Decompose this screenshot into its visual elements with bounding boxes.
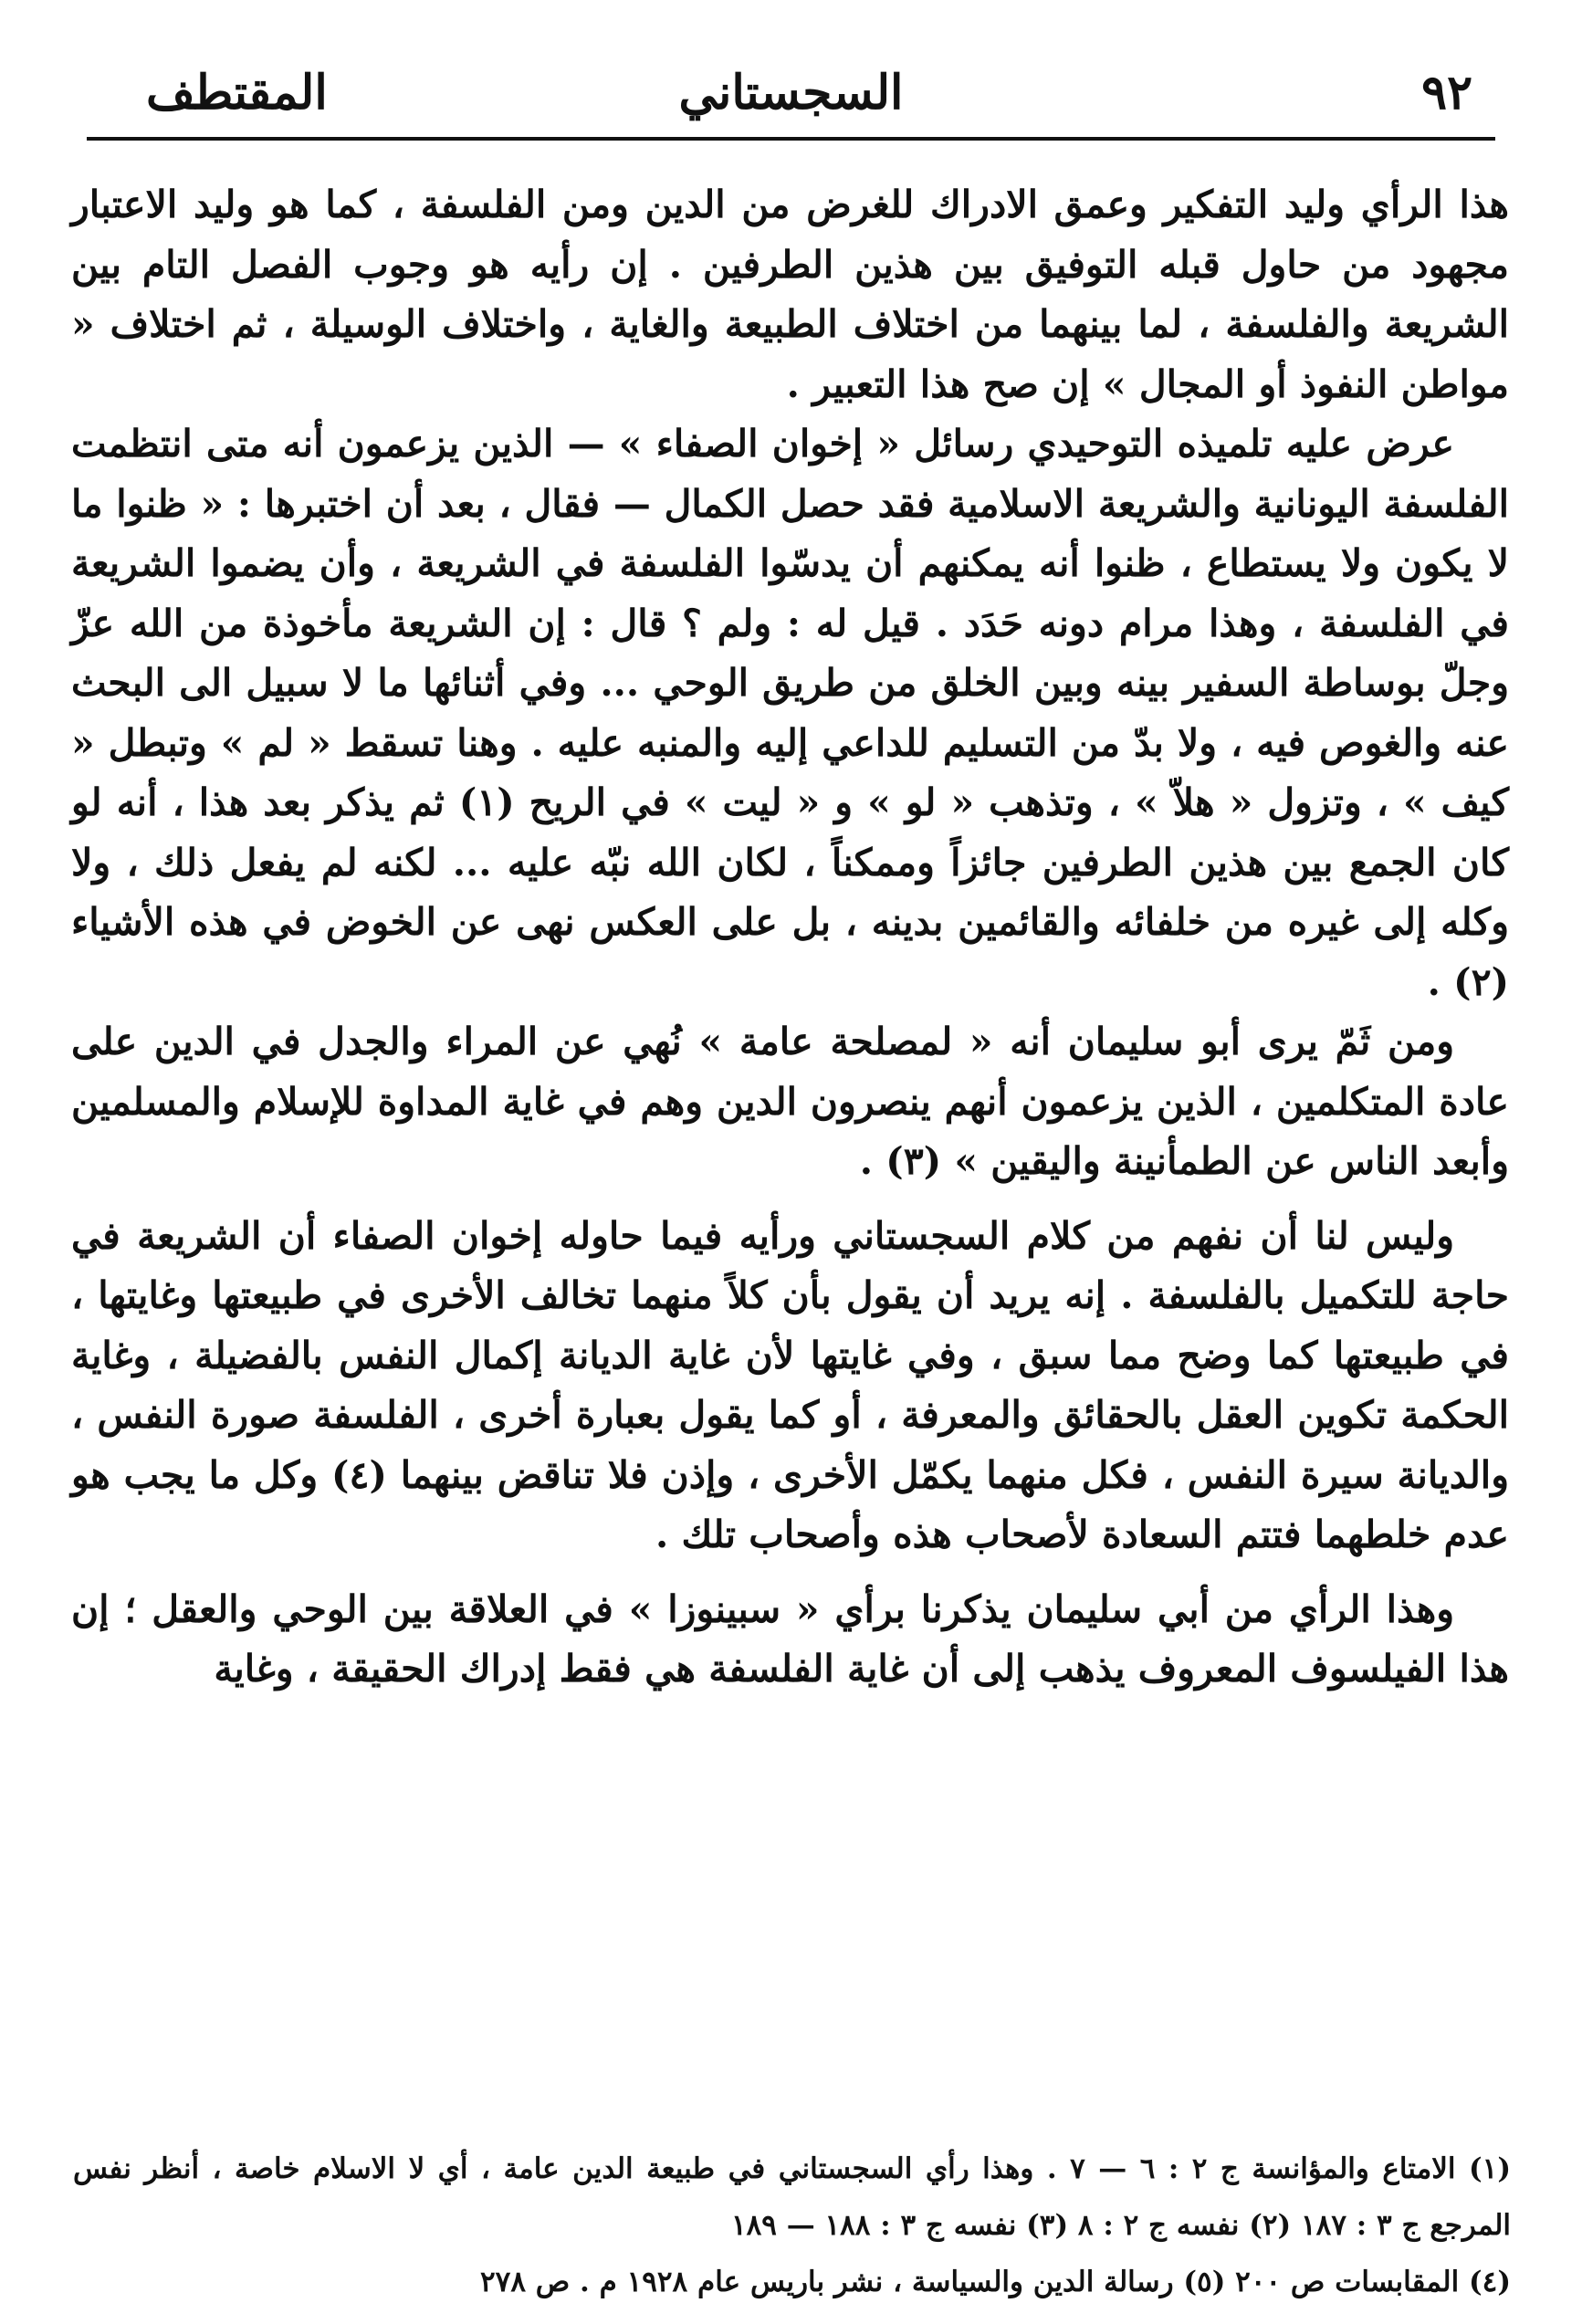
- paragraph: هذا الرأي وليد التفكير وعمق الادراك للغرض من الدين ومن الفلسفة ، كما هو وليد الاعتبار مجهود من حاول قبله التوفيق بين هذين الطرفين . إن رأيه هو وجوب الفصل التام بين الشريعة والفلسفة ، لما بينهما من اختلاف الطبيعة والغاية ، واختلاف الوسيلة ، ثم اختلاف « مواطن النفوذ أو المجال » إن صح هذا التعبير .: [71, 183, 1509, 406]
- paragraph: وليس لنا أن نفهم من كلام السجستاني ورأيه فيما حاوله إخوان الصفاء أن الشريعة في حاجة للتكميل بالفلسفة . إنه يريد أن يقول بأن كلاً منهما تخالف الأخرى في طبيعتها وغايتها ، في طبيعتها كما وضح مما سبق ، وفي غايتها لأن غاية الديانة إكمال النفس بالفضيلة ، وغاية الحكمة تكوين العقل بالحقائق والمعرفة ، أو كما يقول بعبارة أخرى ، الفلسفة صورة النفس ، والديانة سيرة النفس ، فكل منهما يكمّل الأخرى ، وإذن فلا تناقض بينهما (٤) وكل ما يجب هو عدم خلطهما فتتم السعادة لأصحاب هذه وأصحاب تلك .: [71, 1213, 1509, 1556]
- page-header: [82, 57, 1500, 130]
- page-number: ٩٢: [1421, 65, 1472, 120]
- paragraph: عرض عليه تلميذه التوحيدي رسائل « إخوان الصفاء » — الذين يزعمون أنه متى انتظمت الفلسفة اليونانية والشريعة الاسلامية فقد حصل الكمال — فقال ، بعد أن اختبرها : « ظنوا ما لا يكون ولا يستطاع ، ظنوا أنه يمكنهم أن يدسّوا الفلسفة في الشريعة ، وأن يضموا الشريعة في الفلسفة ، وهذا مرام دونه حَدَد . قيل له : ولم ؟ قال : إن الشريعة مأخوذة من الله عزّ وجلّ بوساطة السفير بينه وبين الخلق من طريق الوحي ... وفي أثنائها ما لا سبيل الى البحث عنه والغوص فيه ، ولا بدّ من التسليم للداعي إليه والمنبه عليه . وهنا تسقط « لم » وتبطل « كيف » ، وتزول « هلاّ » ، وتذهب « لو » و « ليت » في الريح (١) ثم يذكر بعد هذا ، أنه لو كان الجمع بين هذين الطرفين جائزاً وممكناً ، لكان الله نبّه عليه ... لكنه لم يفعل ذلك ، ولا وكله إلى غيره من خلفائه والقائمين بدينه ، بل على العكس نهى عن الخوض في هذه الأشياء (٢) .: [71, 422, 1510, 1004]
- running-title: السجستاني: [678, 65, 904, 120]
- footnotes: [73, 2141, 1511, 2310]
- paragraph: وهذا الرأي من أبي سليمان يذكرنا برأي « سبينوزا » في العلاقة بين الوحي والعقل ؛ إن هذا الفيلسوف المعروف يذهب إلى أن غاية الفلسفة هي فقط إدراك الحقيقة ، وغاية: [71, 1586, 1509, 1691]
- footnote-line: (١) الامتاع والمؤانسة ج ٢ : ٦ — ٧ . وهذا رأي السجستاني في طبيعة الدين عامة ، أي لا الاسلام خاصة ، أنظر نفس المرجع ج ٣ : ١٨٧ (٢) نفسه ج ٢ : ٨ (٣) نفسه ج ٣ : ١٨٨ — ١٨٩: [73, 2152, 1511, 2242]
- header-divider: [87, 137, 1495, 141]
- footnote-line: (٤) المقابسات ص ٢٠٠ (٥) رسالة الدين والسياسة ، نشر باريس عام ١٩٢٨ م . ص ٢٧٨: [480, 2266, 1511, 2298]
- journal-name: المقتطف: [146, 65, 328, 120]
- main-text: [71, 175, 1509, 1700]
- paragraph: ومن ثَمّ يرى أبو سليمان أنه « لمصلحة عامة » نُهي عن المراء والجدل في الدين على عادة المتكلمين ، الذين يزعمون أنهم ينصرون الدين وهم في غاية المداوة للإسلام والمسلمين وأبعد الناس عن الطمأنينة واليقين » (٣) .: [71, 1020, 1509, 1183]
